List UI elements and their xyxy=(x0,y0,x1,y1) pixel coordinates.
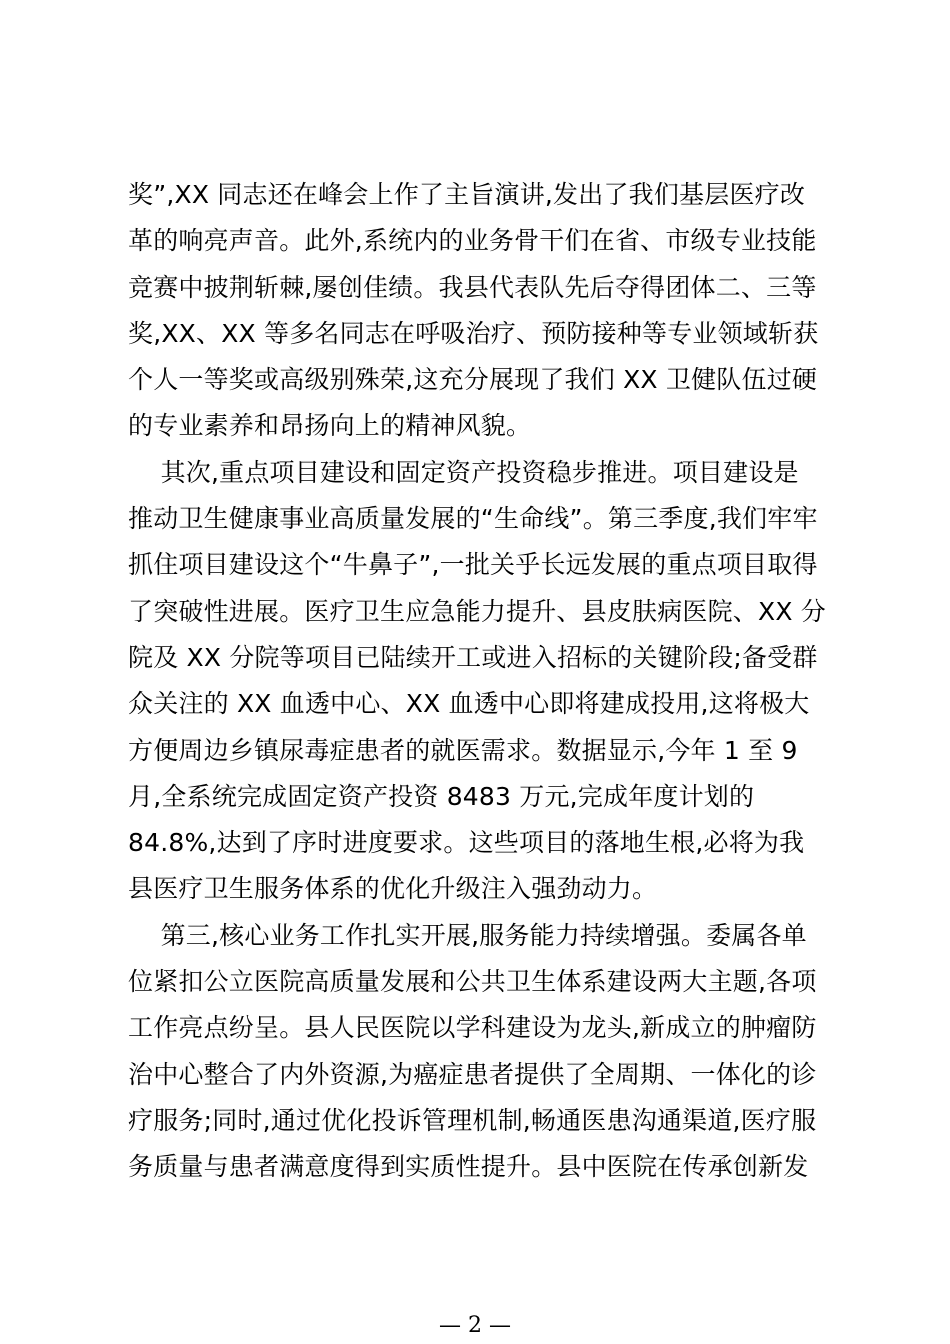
text-line: 奖”,XX 同志还在峰会上作了主旨演讲,发出了我们基层医疗改 xyxy=(128,180,806,209)
text-line: 推动卫生健康事业高质量发展的“生命线”。第三季度,我们牢牢 xyxy=(128,504,818,534)
text-line: 奖,XX、XX 等多名同志在呼吸治疗、预防接种等专业领域斩获 xyxy=(128,318,819,348)
text-line: 务质量与患者满意度得到实质性提升。县中医院在传承创新发 xyxy=(128,1152,809,1182)
text-line: 方便周边乡镇尿毒症患者的就医需求。数据显示,今年 1 至 9 xyxy=(128,735,798,765)
body-text xyxy=(128,172,834,1191)
text-line: 84.8%,达到了序时进度要求。这些项目的落地生根,必将为我 xyxy=(128,828,805,858)
text-line: 竞赛中披荆斩棘,屡创佳绩。我县代表队先后夺得团体二、三等 xyxy=(128,272,817,302)
text-line: 个人一等奖或高级别殊荣,这充分展现了我们 XX 卫健队伍过硬 xyxy=(128,365,818,395)
text-line: 工作亮点纷呈。县人民医院以学科建设为龙头,新成立的肿瘤防 xyxy=(128,1013,817,1043)
text-line: 的专业素养和昂扬向上的精神风貌。 xyxy=(128,411,532,441)
text-line: 第三,核心业务工作扎实开展,服务能力持续增强。委属各单 xyxy=(128,920,807,950)
text-line: 其次,重点项目建设和固定资产投资稳步推进。项目建设是 xyxy=(128,457,799,487)
text-line: 革的响亮声音。此外,系统内的业务骨干们在省、市级专业技能 xyxy=(128,226,817,256)
text-line: 抓住项目建设这个“牛鼻子”,一批关乎长远发展的重点项目取得 xyxy=(128,550,818,580)
text-line: 了突破性进展。医疗卫生应急能力提升、县皮肤病医院、XX 分 xyxy=(128,596,827,626)
text-line: 疗服务;同时,通过优化投诉管理机制,畅通医患沟通渠道,医疗服 xyxy=(128,1105,817,1135)
page-number: — 2 — xyxy=(439,1313,511,1338)
text-line: 位紧扣公立医院高质量发展和公共卫生体系建设两大主题,各项 xyxy=(128,967,817,997)
text-line: 县医疗卫生服务体系的优化升级注入强劲动力。 xyxy=(128,874,658,904)
text-line: 众关注的 XX 血透中心、XX 血透中心即将建成投用,这将极大 xyxy=(128,689,810,719)
text-line: 治中心整合了内外资源,为癌症患者提供了全周期、一体化的诊 xyxy=(128,1059,817,1089)
text-line: 月,全系统完成固定资产投资 8483 万元,完成年度计划的 xyxy=(128,781,755,811)
text-line: 院及 XX 分院等项目已陆续开工或进入招标的关键阶段;备受群 xyxy=(128,642,818,672)
